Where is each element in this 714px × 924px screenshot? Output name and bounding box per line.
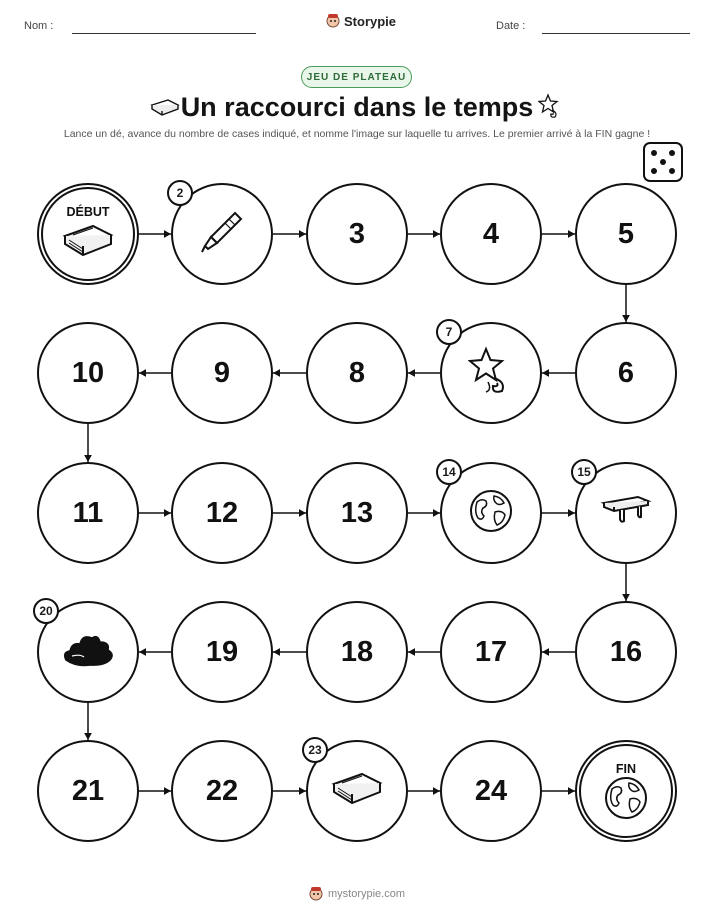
page-title: Un raccourci dans le temps: [180, 92, 534, 122]
space-number-badge: 7: [436, 319, 462, 345]
space-number-badge: 23: [302, 737, 328, 763]
space-number: 9: [213, 356, 231, 389]
space-number: 13: [340, 496, 374, 529]
board-space-17[interactable]: [440, 601, 542, 703]
arrow-head-icon: [139, 648, 146, 656]
board-space-6[interactable]: [575, 322, 677, 424]
space-number: 11: [72, 496, 104, 529]
book-icon: [61, 220, 115, 267]
arrow-head-icon: [542, 648, 549, 656]
space-number: 17: [474, 635, 508, 668]
space-number: 5: [617, 217, 635, 250]
space-number: 22: [205, 774, 239, 807]
board-space-21[interactable]: [37, 740, 139, 842]
arrow-head-icon: [164, 787, 171, 795]
board-space-13[interactable]: [306, 462, 408, 564]
space-number-badge: 14: [436, 459, 462, 485]
space-number: 19: [205, 635, 239, 668]
space-number: 6: [617, 356, 635, 389]
space-number: 24: [474, 774, 508, 807]
board-space-10[interactable]: [37, 322, 139, 424]
arrow-head-icon: [299, 509, 306, 517]
board-space-12[interactable]: [171, 462, 273, 564]
arrow-head-icon: [164, 509, 171, 517]
board-space-start[interactable]: [37, 183, 139, 285]
space-number: 3: [348, 217, 366, 250]
board-space-24[interactable]: [440, 740, 542, 842]
ink-blot-icon: [60, 630, 116, 675]
space-number: 8: [348, 356, 366, 389]
space-label: DÉBUT: [66, 205, 110, 219]
arrow-head-icon: [299, 787, 306, 795]
globe-icon: [603, 775, 649, 826]
board-space-5[interactable]: [575, 183, 677, 285]
arrow-head-icon: [84, 455, 92, 462]
space-number: 16: [609, 635, 643, 668]
arrow-head-icon: [542, 369, 549, 377]
storypie-mascot-icon: [309, 886, 323, 902]
arrow-head-icon: [273, 648, 280, 656]
arrow-head-icon: [433, 787, 440, 795]
board-space-18[interactable]: [306, 601, 408, 703]
globe-icon: [468, 488, 514, 539]
brand-name: Storypie: [344, 13, 397, 29]
book-icon: [330, 768, 384, 815]
space-number: 10: [71, 356, 105, 389]
arrow-head-icon: [433, 509, 440, 517]
fountain-pen-icon: [199, 209, 245, 260]
board-space-9[interactable]: [171, 322, 273, 424]
board-space-4[interactable]: [440, 183, 542, 285]
shooting-star-icon: [468, 346, 514, 401]
space-label: FIN: [615, 762, 637, 776]
arrow-head-icon: [568, 230, 575, 238]
arrow-head-icon: [273, 369, 280, 377]
arrow-head-icon: [139, 369, 146, 377]
footer-site: mystorypie.com: [327, 888, 406, 900]
space-number: 12: [205, 496, 239, 529]
space-number-badge: 20: [33, 598, 59, 624]
arrow-head-icon: [164, 230, 171, 238]
date-label: Date :: [496, 20, 526, 32]
game-type-badge: JEU DE PLATEAU: [301, 66, 412, 88]
instructions-text: Lance un dé, avance du nombre de cases indiqué, et nomme l'image sur laquelle tu arrives. Le premier arrivé à la FIN gagne !: [63, 128, 651, 140]
arrow-head-icon: [622, 315, 630, 322]
arrow-head-icon: [433, 230, 440, 238]
board-space-8[interactable]: [306, 322, 408, 424]
space-number-badge: 15: [571, 459, 597, 485]
space-number: 4: [482, 217, 500, 250]
arrow-head-icon: [568, 787, 575, 795]
arrow-head-icon: [408, 648, 415, 656]
board-space-3[interactable]: [306, 183, 408, 285]
arrow-head-icon: [622, 594, 630, 601]
board-space-19[interactable]: [171, 601, 273, 703]
space-number-badge: 2: [167, 180, 193, 206]
board-space-16[interactable]: [575, 601, 677, 703]
arrow-head-icon: [568, 509, 575, 517]
arrow-head-icon: [408, 369, 415, 377]
arrow-head-icon: [299, 230, 306, 238]
board-space-11[interactable]: [37, 462, 139, 564]
shelf-icon: [600, 493, 652, 534]
arrow-head-icon: [84, 733, 92, 740]
name-label: Nom :: [24, 20, 54, 32]
board-space-finish[interactable]: [575, 740, 677, 842]
space-number: 18: [340, 635, 374, 668]
board-space-22[interactable]: [171, 740, 273, 842]
space-number: 21: [71, 774, 105, 807]
footer: [0, 886, 714, 902]
